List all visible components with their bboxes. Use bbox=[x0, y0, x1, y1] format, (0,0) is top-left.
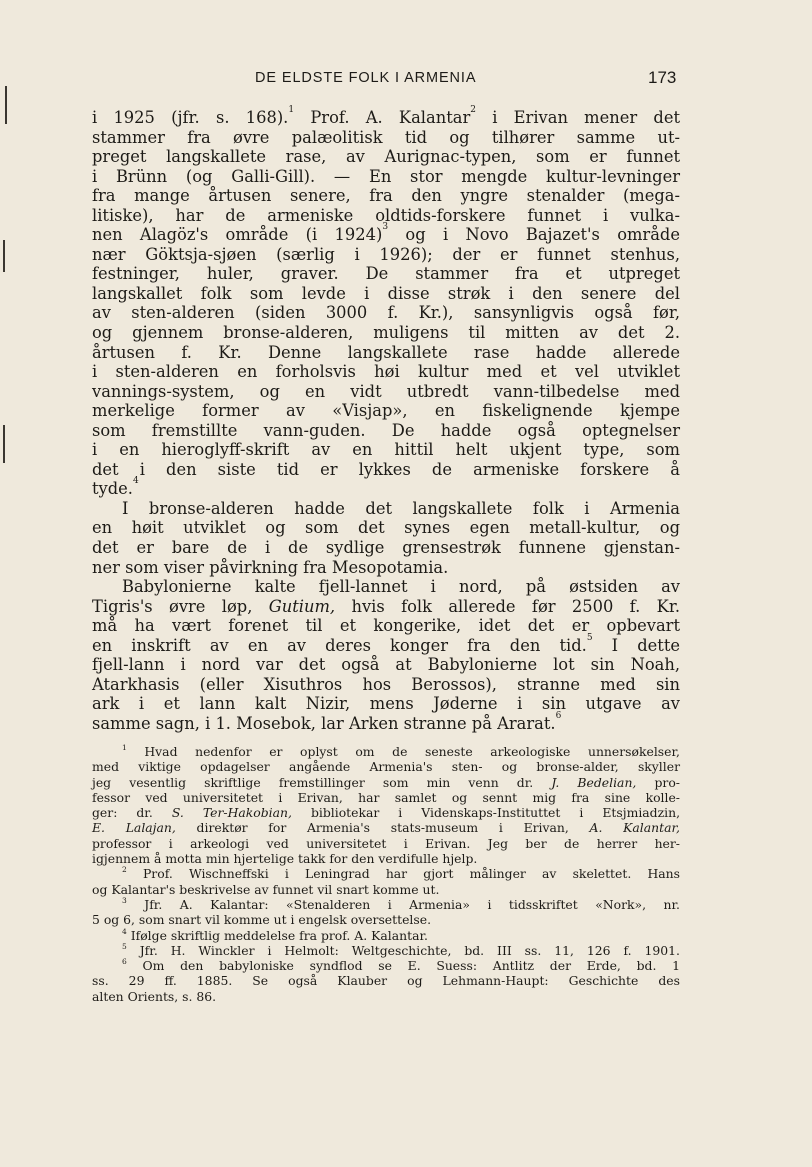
footnote-line: ger: dr. S. Ter-Hakobian, bibliotekar i Videnskaps-Instituttet i Etsjmiadzin, bbox=[92, 805, 681, 821]
footnote-line: med viktige opdagelser angående Armenia's sten- og bronse-alder, skyller bbox=[92, 759, 680, 775]
italic-term: Gutium, bbox=[268, 596, 336, 616]
footnote-line: $^1$ Hvad nedenfor er oplyst om de seneste arkeologiske unnersøkelser, bbox=[122, 743, 680, 759]
page-edge-mark-left bbox=[3, 240, 5, 272]
footnote-line: igjennem å motta min hjertelige takk for den verdifulle hjelp. bbox=[92, 851, 478, 867]
text-line: Atarkhasis (eller Xisuthros hos Berossos), stranne med sin bbox=[92, 674, 680, 694]
footnote-line: professor i arkeologi ved universitetet i Erivan. Jeg ber de herrer her- bbox=[92, 835, 680, 851]
text-line: i en hieroglyff-skrift av en hittil helt ukjent type, som bbox=[92, 440, 680, 460]
footnote-line: og Kalantar's beskrivelse av funnet vil snart komme ut. bbox=[92, 881, 440, 897]
text-line: Tigris's øvre løp, Gutium, hvis folk allerede før 2500 f. Kr. bbox=[92, 596, 680, 616]
text-line: som fremstillte vann-guden. De hadde også optegnelser bbox=[92, 420, 680, 440]
footnote-line: fessor ved universitetet i Erivan, har samlet og sennt mig fra sine kolle- bbox=[92, 789, 680, 805]
text-line: ner som viser påvirkning fra Mesopotamia. bbox=[92, 557, 449, 577]
text-line: samme sagn, i 1. Mosebok, lar Arken stranne på Ararat.$^6$ bbox=[92, 710, 562, 733]
text-line: preget langskallete rase, av Aurignac-typen, som er funnet bbox=[92, 147, 680, 167]
text-line: i Brünn (og Galli-Gill). — En stor mengde kultur-levninger bbox=[92, 166, 680, 186]
footnote-line: 5 og 6, som snart vil komme ut i engelsk oversettelse. bbox=[92, 912, 432, 928]
text-line: festninger, huler, graver. De stammer fra et utpreget bbox=[92, 264, 680, 284]
text-line: det er bare de i de sydlige grensestrøk funnene gjenstan- bbox=[92, 538, 680, 558]
text-line: Babylonierne kalte fjell-lannet i nord, på østsiden av bbox=[122, 577, 680, 597]
page-number: 173 bbox=[648, 68, 677, 87]
text-line: vannings-system, og en vidt utbredt vann-tilbedelse med bbox=[92, 381, 680, 401]
footnote-line: $^2$ Prof. Wischneffski i Leningrad har gjort målinger av skelettet. Hans bbox=[122, 865, 680, 882]
footnote-line: $^4$ Ifølge skriftlig meddelelse fra prof. A. Kalantar. bbox=[122, 926, 428, 943]
footnote-line: $^6$ Om den babyloniske syndflod se E. Suess: Antlitz der Erde, bd. 1 bbox=[122, 957, 680, 974]
page-edge-mark-mid bbox=[3, 425, 5, 463]
text-line: i sten-alderen en forholsvis høi kultur med et vel utviklet bbox=[92, 362, 680, 382]
footnote-line: $^5$ Jfr. H. Winckler i Helmolt: Weltgeschichte, bd. III ss. 11, 126 f. 1901. bbox=[122, 941, 680, 958]
text-line: fra mange årtusen senere, fra den yngre stenalder (mega- bbox=[92, 186, 680, 206]
page-edge-mark-top bbox=[5, 86, 7, 124]
text-line: nær Göktsja-sjøen (særlig i 1926); der er funnet stenhus, bbox=[92, 244, 680, 264]
text-line: fjell-lann i nord var det også at Babylonierne lot sin Noah, bbox=[92, 655, 680, 675]
text-line: av sten-alderen (siden 3000 f. Kr.), sansynligvis også før, bbox=[92, 303, 680, 323]
body-text bbox=[92, 105, 680, 734]
text-line: langskallet folk som levde i disse strøk i den senere del bbox=[92, 283, 680, 303]
footnote-line: jeg vesentlig skriftlige fremstillinger som min venn dr. J. Bedelian, pro- bbox=[92, 774, 680, 790]
footnotes bbox=[92, 744, 680, 1004]
footnote-line: $^3$ Jfr. A. Kalantar: «Stenalderen i Armenia» i tidsskriftet «Nork», nr. bbox=[122, 895, 680, 912]
text-line: litiske), har de armeniske oldtids-forskere funnet i vulka- bbox=[92, 205, 680, 225]
text-line: merkelige former av «Visjap», en fiskelignende kjempe bbox=[92, 401, 680, 421]
text-line: må ha vært forenet til et kongerike, idet det er opbevart bbox=[92, 616, 680, 636]
running-header: DE ELDSTE FOLK I ARMENIA bbox=[255, 70, 477, 86]
footnote-line: ss. 29 ff. 1885. Se også Klauber og Lehmann-Haupt: Geschichte des bbox=[92, 973, 680, 989]
text-line: I bronse-alderen hadde det langskallete folk i Armenia bbox=[122, 498, 680, 518]
text-line: i 1925 (jfr. s. 168).$^1$ Prof. A. Kalantar$^2$ i Erivan mener det bbox=[92, 105, 680, 127]
text-line: årtusen f. Kr. Denne langskallete rase hadde allerede bbox=[92, 342, 680, 362]
text-line: tyde.$^4$ bbox=[92, 476, 139, 499]
text-line: og gjennem bronse-alderen, muligens til mitten av det 2. bbox=[92, 323, 680, 343]
text-line: det i den siste tid er lykkes de armeniske forskere å bbox=[92, 459, 680, 479]
text-line: en inskrift av en av deres konger fra den tid.$^5$ I dette bbox=[92, 632, 680, 655]
text-line: en høit utviklet og som det synes egen metall-kultur, og bbox=[92, 518, 680, 538]
text-line: stammer fra øvre palæolitisk tid og tilhører samme ut- bbox=[92, 127, 680, 147]
text-line: nen Alagöz's område (i 1924)$^3$ og i Novo Bajazet's område bbox=[92, 222, 680, 245]
footnote-line: alten Orients, s. 86. bbox=[92, 988, 217, 1004]
footnote-line: E. Lalajan, direktør for Armenia's stats-museum i Erivan, A. Kalantar, bbox=[92, 820, 680, 836]
text-line: ark i et lann kalt Nizir, mens Jøderne i sin utgave av bbox=[92, 694, 680, 714]
